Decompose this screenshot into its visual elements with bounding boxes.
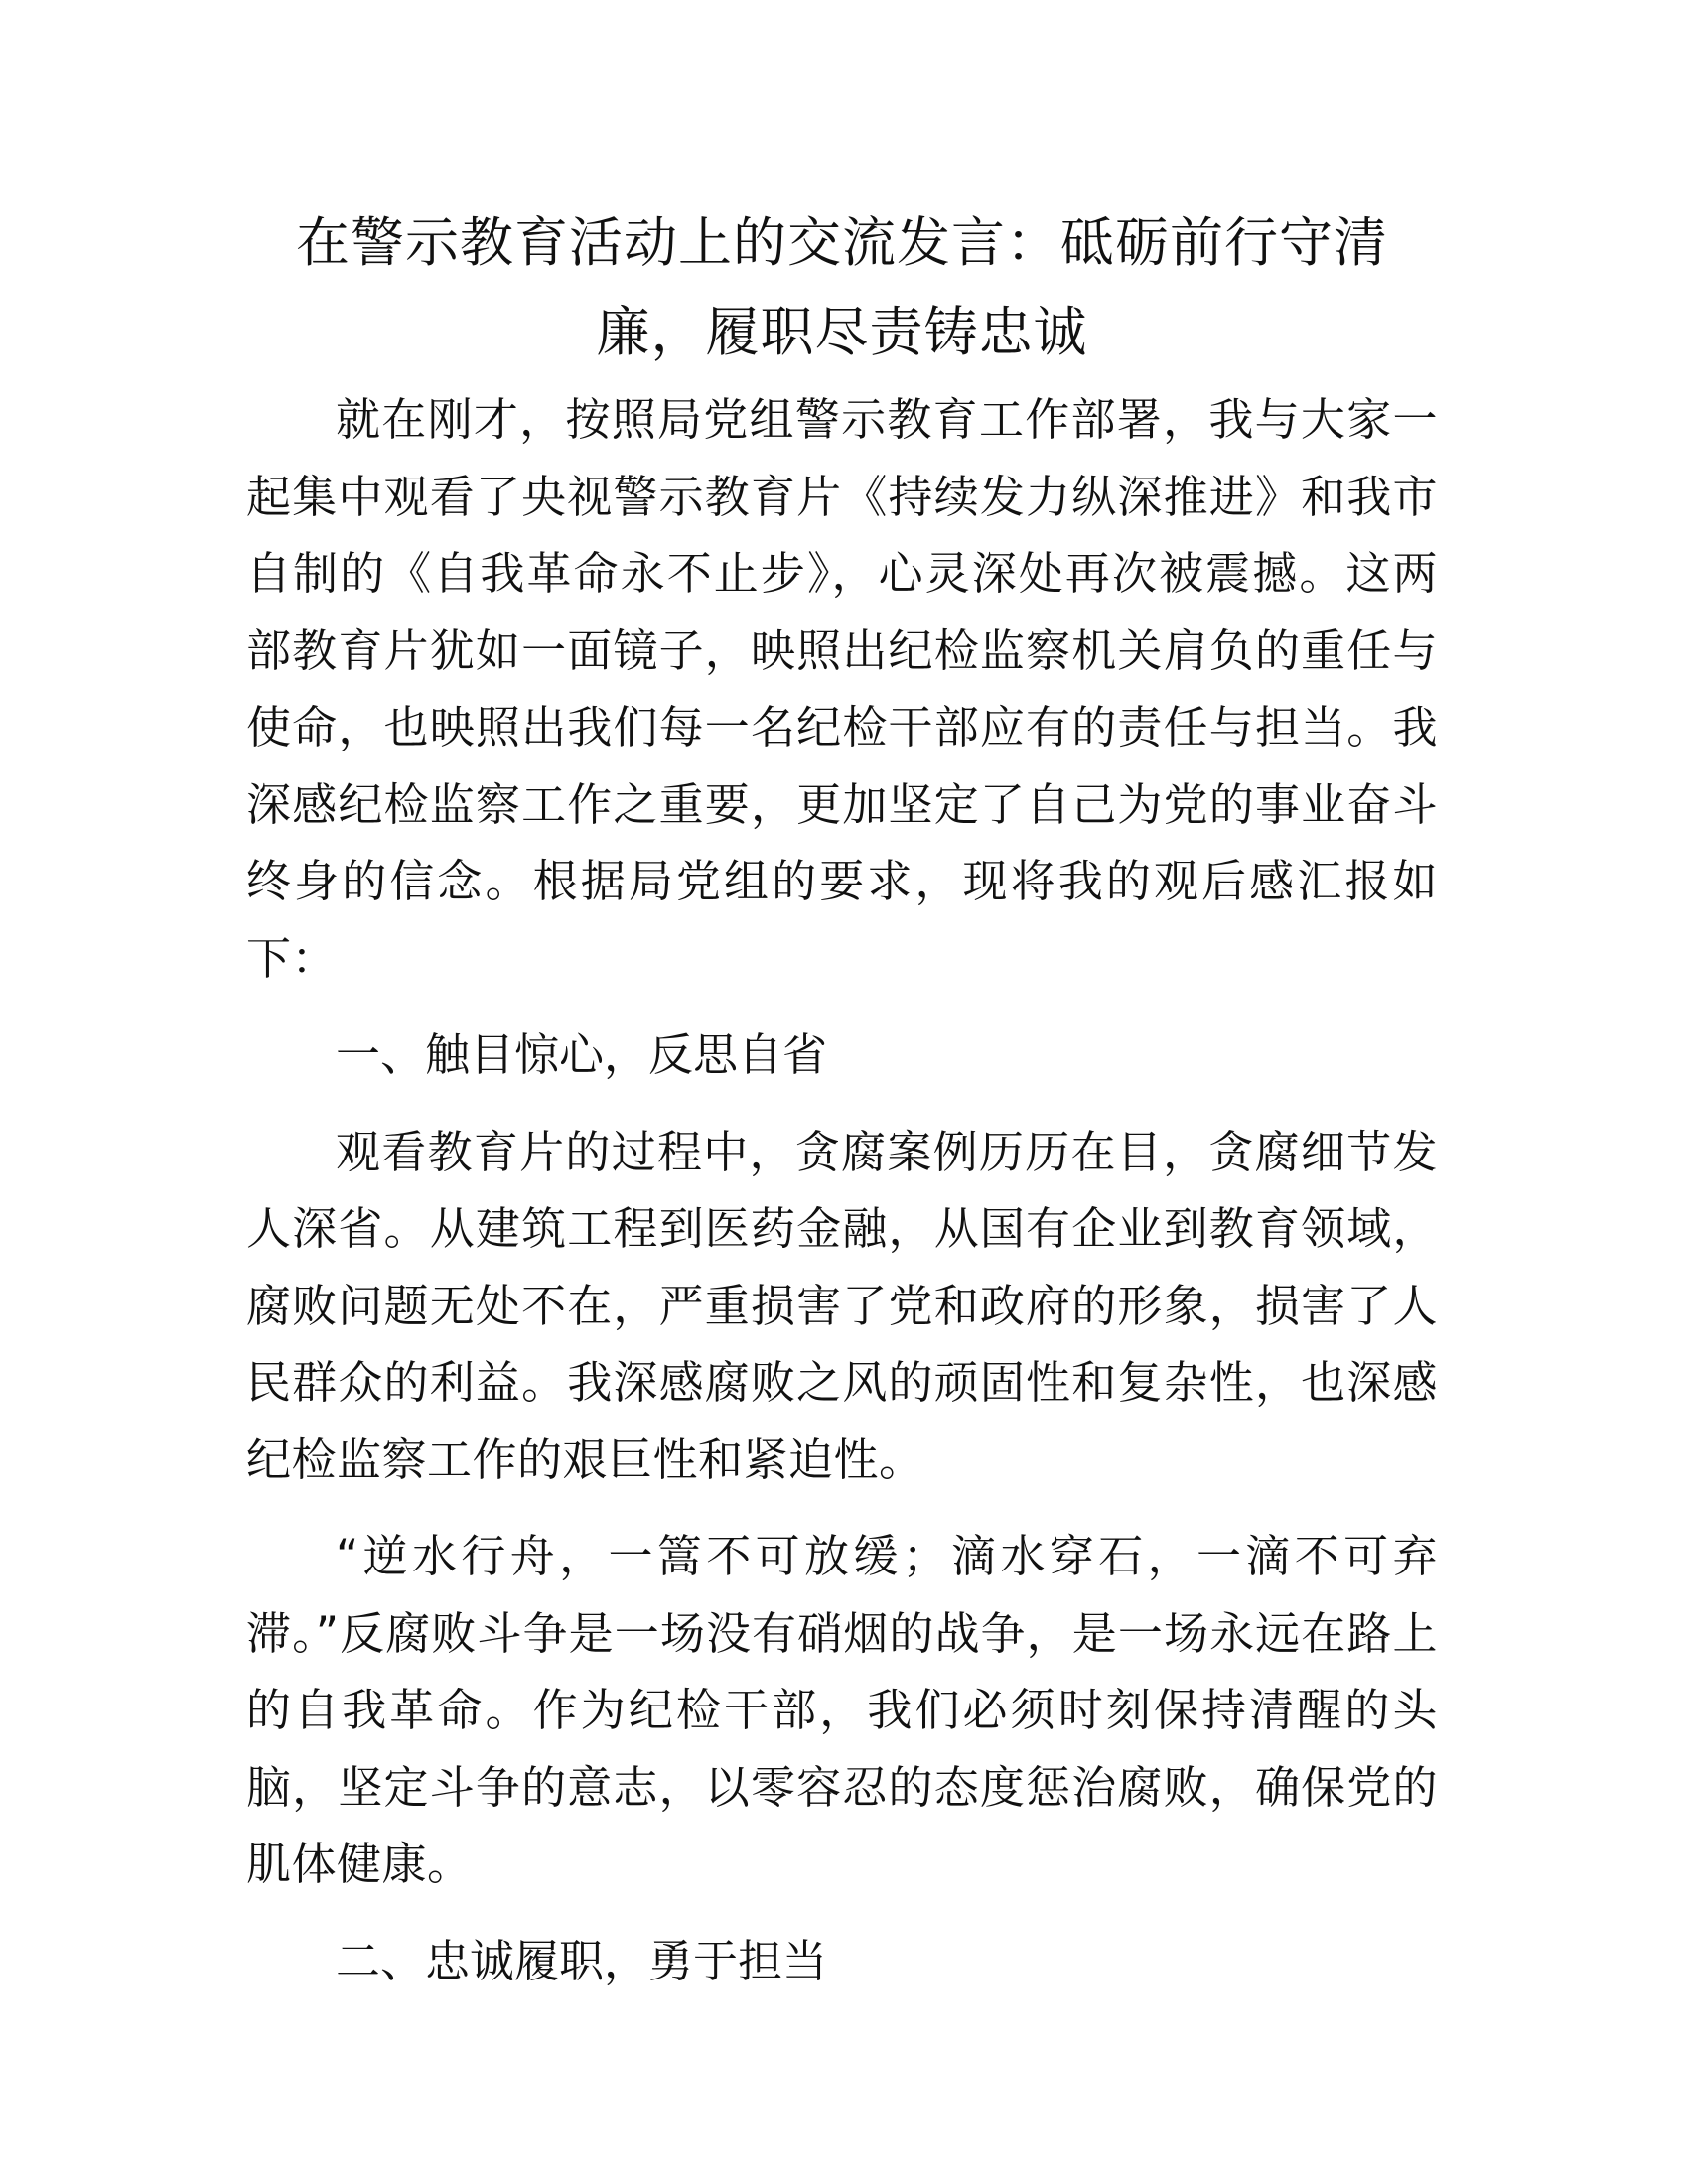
section-heading-2: 二、忠诚履职，勇于担当 xyxy=(336,1934,828,1987)
document-title: 在警示教育活动上的交流发言：砥砺前行守清廉，履职尽责铸忠诚 xyxy=(296,211,1388,363)
section-heading-1: 一、触目惊心，反思自省 xyxy=(336,1028,828,1081)
body-paragraph-2: “逆水行舟，一篙不可放缓；滴水穿石，一滴不可弃滞。”反腐败斗争是一场没有硝烟的战争，是一场永远在路上的自我革命。作为纪检干部，我们必须时刻保持清醒的头脑，坚定斗争的意志，以零容忍的态度惩治腐败，确保党的肌体健康。 xyxy=(246,1530,1438,1890)
body-paragraph-1: 观看教育片的过程中，贪腐案例历历在目，贪腐细节发人深省。从建筑工程到医药金融，从国有企业到教育领域，腐败问题无处不在，严重损害了党和政府的形象，损害了人民群众的利益。我深感腐败之风的顽固性和复杂性，也深感纪检监察工作的艰巨性和紧迫性。 xyxy=(246,1125,1438,1486)
document-page xyxy=(246,199,1438,2019)
intro-paragraph: 就在刚才，按照局党组警示教育工作部署，我与大家一起集中观看了央视警示教育片《持续发力纵深推进》和我市自制的《自我革命永不止步》，心灵深处再次被震撼。这两部教育片犹如一面镜子，映照出纪检监察机关肩负的重任与使命，也映照出我们每一名纪检干部应有的责任与担当。我深感纪检监察工作之重要，更加坚定了自己为党的事业奋斗终身的信念。根据局党组的要求，现将我的观后感汇报如下： xyxy=(246,393,1438,985)
